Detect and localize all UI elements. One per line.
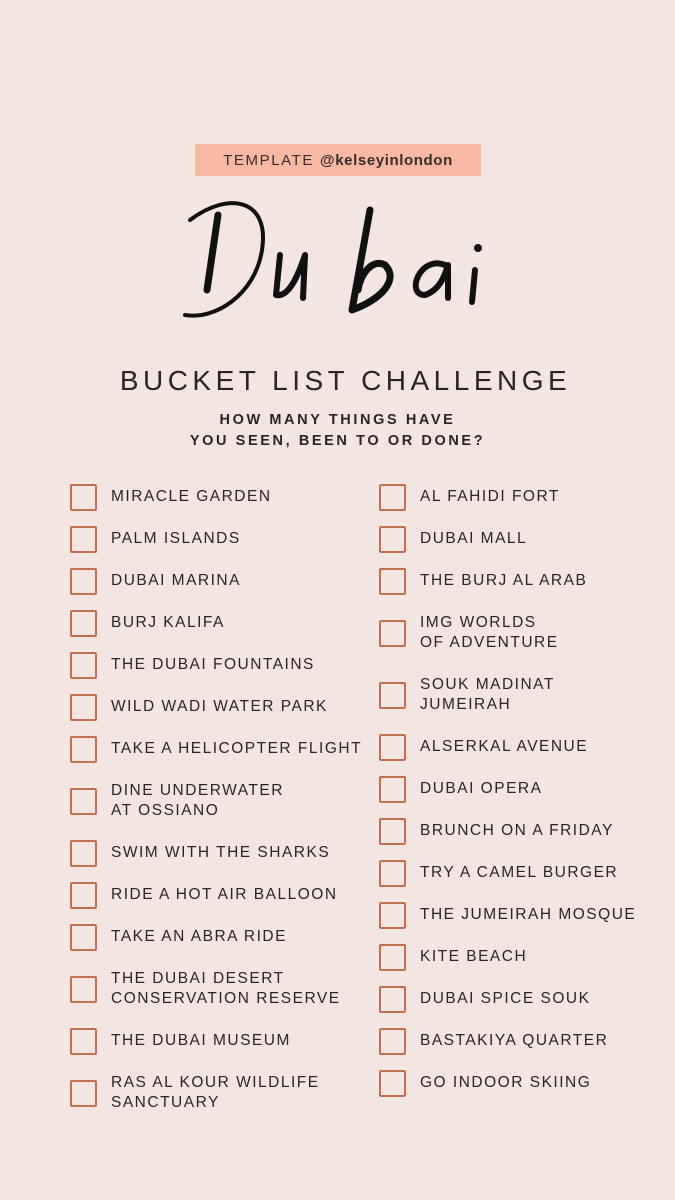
checklist-item[interactable] [379,894,636,936]
left-checklist [70,476,362,1124]
checklist-item-label: SWIM WITH THE SHARKS [111,844,331,861]
checkbox[interactable] [70,976,97,1003]
checklist-item-label: THE BURJ AL ARAB [420,572,588,589]
checkbox[interactable] [379,1070,406,1097]
checklist-item-label: IMG WORLDS OF ADVENTURE [420,614,559,651]
checkbox[interactable] [379,682,406,709]
checklist-item[interactable] [70,476,362,518]
checklist-item[interactable] [379,664,636,726]
checklist-item-label: RAS AL KOUR WILDLIFE SANCTUARY [111,1074,320,1111]
checklist-item-label: ALSERKAL AVENUE [420,738,589,755]
checklist-item-label: BASTAKIYA QUARTER [420,1032,609,1049]
checklist-item-label: TAKE A HELICOPTER FLIGHT [111,740,363,757]
checkbox[interactable] [379,484,406,511]
checklist-item[interactable] [379,1020,636,1062]
checklist-item[interactable] [70,832,362,874]
checklist-item[interactable] [379,810,636,852]
checklist-item-label: KITE BEACH [420,948,528,965]
checklist-item-label: MIRACLE GARDEN [111,488,272,505]
subtitle-line-2: YOU SEEN, BEEN TO OR DONE? [189,433,486,449]
checklist-item[interactable] [70,916,362,958]
checklist-item[interactable] [379,768,636,810]
checklist-item[interactable] [70,644,362,686]
checklist-item-label: AL FAHIDI FORT [420,488,560,505]
checkbox[interactable] [70,736,97,763]
checklist-item[interactable] [379,602,636,664]
checklist-item[interactable] [70,958,362,1020]
checkbox[interactable] [379,776,406,803]
checklist-item[interactable] [70,518,362,560]
checklist-item-label: PALM ISLANDS [111,530,241,547]
subtitle-line-1: HOW MANY THINGS HAVE [219,412,456,428]
checkbox[interactable] [379,620,406,647]
checklist-item-label: DUBAI MARINA [111,572,241,589]
checklist-item[interactable] [70,1062,362,1124]
checklist-item[interactable] [70,874,362,916]
checklist-item-label: THE JUMEIRAH MOSQUE [420,906,637,923]
checkbox[interactable] [70,652,97,679]
right-checklist [379,476,636,1104]
checkbox[interactable] [70,1028,97,1055]
badge-prefix: TEMPLATE [223,151,315,169]
checkbox[interactable] [70,840,97,867]
checklist-item-label: BRUNCH ON A FRIDAY [420,822,614,839]
checklist-item-label: DUBAI MALL [420,530,528,547]
checklist-item[interactable] [379,560,636,602]
subtitle [0,410,675,452]
checklist-item[interactable] [379,852,636,894]
checklist-item-label: GO INDOOR SKIING [420,1074,592,1091]
template-credit-badge [195,144,481,176]
checkbox[interactable] [70,484,97,511]
checklist-item[interactable] [379,726,636,768]
checkbox[interactable] [379,526,406,553]
checkbox[interactable] [379,986,406,1013]
checklist-item-label: RIDE A HOT AIR BALLOON [111,886,338,903]
checkbox[interactable] [379,944,406,971]
checklist-item[interactable] [379,936,636,978]
dubai-script-logo [0,180,675,330]
checklist-item[interactable] [379,1062,636,1104]
checkbox[interactable] [379,902,406,929]
checkbox[interactable] [70,610,97,637]
checklist-item[interactable] [70,728,362,770]
checkbox[interactable] [70,788,97,815]
checklist-item-label: BURJ KALIFA [111,614,225,631]
page-title: BUCKET LIST CHALLENGE [119,365,572,396]
checklist-item[interactable] [379,518,636,560]
checklist-item[interactable] [70,1020,362,1062]
checkbox[interactable] [70,882,97,909]
checklist-item[interactable] [70,560,362,602]
checklist-item[interactable] [70,686,362,728]
checklist-item[interactable] [70,770,362,832]
checklist-item[interactable] [379,476,636,518]
checklist-item-label: DUBAI OPERA [420,780,543,797]
checklist-item-label: THE DUBAI FOUNTAINS [111,656,315,673]
checklist-item[interactable] [70,602,362,644]
checklist-item-label: THE DUBAI DESERT CONSERVATION RESERVE [111,970,341,1007]
checkbox[interactable] [379,818,406,845]
checklist-item-label: WILD WADI WATER PARK [111,698,328,715]
checklist-item-label: DUBAI SPICE SOUK [420,990,591,1007]
checkbox[interactable] [70,694,97,721]
checklist-item-label: THE DUBAI MUSEUM [111,1032,291,1049]
checkbox[interactable] [70,568,97,595]
checkbox[interactable] [379,734,406,761]
checklist-item-label: DINE UNDERWATER AT OSSIANO [111,782,284,819]
badge-handle: @kelseyinlondon [320,151,453,169]
checklist-item-label: SOUK MADINAT JUMEIRAH [420,676,555,713]
checklist-item[interactable] [379,978,636,1020]
checklist-item-label: TAKE AN ABRA RIDE [111,928,287,945]
checklist-item-label: TRY A CAMEL BURGER [420,864,619,881]
checkbox[interactable] [379,1028,406,1055]
checkbox[interactable] [70,924,97,951]
checkbox[interactable] [379,568,406,595]
checkbox[interactable] [70,526,97,553]
checkbox[interactable] [70,1080,97,1107]
checkbox[interactable] [379,860,406,887]
